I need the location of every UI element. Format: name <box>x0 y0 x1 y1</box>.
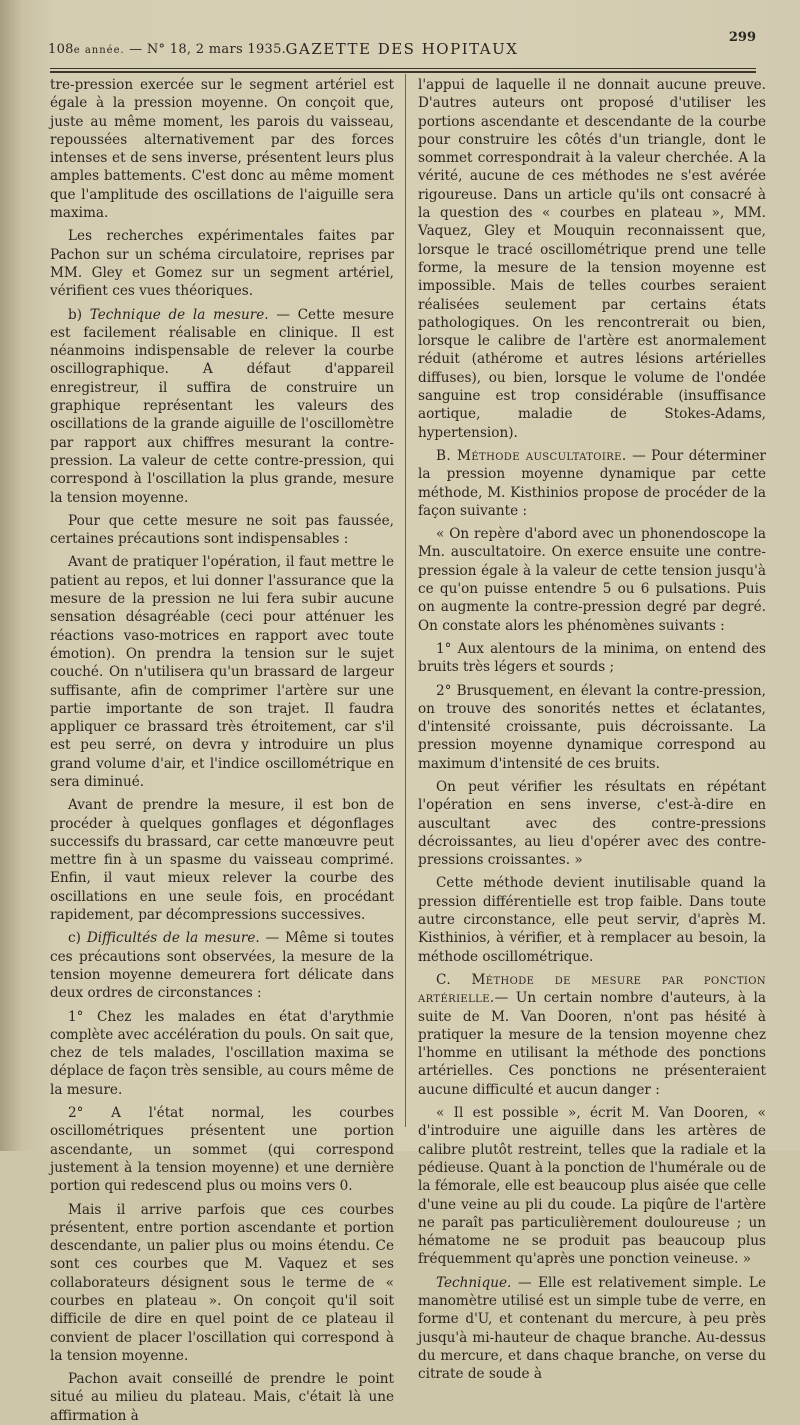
paragraph <box>418 971 766 1099</box>
right-column <box>418 76 766 1383</box>
paragraph <box>418 640 766 677</box>
paragraph <box>50 929 394 1002</box>
paragraph-text: Pour que cette mesure ne soit pas faussée, certaines précautions sont indispensables : <box>50 512 394 548</box>
paragraph-text: 2° Brusquement, en élevant la contre-pression, on trouve des sonorités nettes et éclatantes, d'intensité croissante, puis décroissante. La pression moyenne dynamique correspond au maximum d'intensité de ces bruits. <box>418 682 766 772</box>
paragraph-text: tre-pression exercée sur le segment artériel est égale à la pression moyenne. On conçoit que, juste au même moment, les parois du vaisseau, repoussées alternativement par des forces intenses et de sens inverse, présentent leurs plus amples battements. C'est donc au même moment que l'amplitude des oscillations de l'aiguille sera maxima. <box>50 77 394 222</box>
section-heading: C. Méthode de mesure par ponction artérielle. <box>418 971 766 1007</box>
page-number: 299 <box>728 30 756 45</box>
paragraph <box>50 1008 394 1099</box>
paragraph-text: Cette méthode devient inutilisable quand la pression différentielle est trop faible. Dans toute autre circonstance, elle peut servir, d'après M. Kisthinios, à vérifier, et à remplacer au besoin, la méthode oscillométrique. <box>418 875 766 965</box>
paragraph-text: Mais il arrive parfois que ces courbes présentent, entre portion ascendante et portion descendante, un palier plus ou moins étendu. Ce sont ces courbes que M. Vaquez et ses collaborateurs désignent sous le terme de « courbes en plateau ». On conçoit qu'il soit difficile de dire en quel point de ce plateau il convient de placer l'oscillation qui correspond à la tension moyenne. <box>50 1201 394 1364</box>
paragraph-text: On peut vérifier les résultats en répétant l'opération en sens inverse, c'est-à-dire en auscultant avec des contre-pressions décroissantes, au lieu d'opérer avec des contre-pressions croissantes. » <box>418 778 766 869</box>
subsection-title: Difficultés de la mesure. <box>86 930 260 947</box>
section-heading: B. Méthode auscultatoire. <box>436 447 627 464</box>
paragraph <box>50 1370 394 1425</box>
paragraph <box>418 525 766 635</box>
paragraph-text: « On repère d'abord avec un phonendoscope la Mn. auscultatoire. On exerce ensuite une contre-pression égale à la valeur de cette tension jusqu'à ce qu'on puisse entendre 5 ou 6 pulsations. Puis on augmente la contre-pression degré par degré. On constate alors les phénomènes suivants : <box>418 526 766 634</box>
paragraph <box>418 1274 766 1384</box>
paragraph <box>418 778 766 869</box>
paragraph-text: Avant de prendre la mesure, il est bon de procéder à quelques gonflages et dégonflages successifs du brassard, car cette manœuvre peut mettre fin à un spasme du vaisseau comprimé. Enfin, il vaut mieux relever la courbe des oscillations en une seule fois, en procédant rapidement, par décompressions successives. <box>50 797 394 924</box>
paragraph-text: Pachon avait conseillé de prendre le point situé au milieu du plateau. Mais, c'était là une affirmation à <box>50 1371 394 1424</box>
column-divider <box>405 74 406 1127</box>
paragraph-text: 1° Aux alentours de la minima, on entend des bruits très légers et sourds ; <box>418 640 766 676</box>
paragraph <box>50 796 394 924</box>
issue-date: — N° 18, 2 mars 1935. <box>129 42 287 57</box>
paragraph-text: « Il est possible », écrit M. Van Dooren, « d'introduire une aiguille dans les artères de calibre plutôt restreint, telles que la radiale et la pédieuse. Quant à la ponction de l'humérale ou de la fémorale, elle est beaucoup plus aisée que celle d'une veine au pli du coude. La piqûre de l'artère ne paraît pas particulièrement douloureuse ; un hématome ne se produit pas beaucoup plus fréquemment qu'après une ponction veineuse. » <box>418 1105 766 1268</box>
subsection-label: b) <box>68 306 83 323</box>
paragraph-text: 1° Chez les malades en état d'arythmie complète avec accélération du pouls. On sait que, chez de tels malades, l'oscillation maxima se déplace de façon très sensible, au cours même de la mesure. <box>50 1008 394 1098</box>
paragraph <box>50 76 394 222</box>
paragraph-text: Avant de pratiquer l'opération, il faut mettre le patient au repos, et lui donner l'assurance que la mesure de la pression ne lui fera subir aucune sensation désagréable (ceci pour atténuer les réactions vaso-motrices en rapport avec toute émotion). On prendra la tension sur le sujet couché. On n'utilisera qu'un brassard de largeur suffisante, afin de comprimer l'artère sur une partie importante de son trajet. Il faudra appliquer ce brassard très étroitement, car s'il est peu serré, on devra y introduire un plus grand volume d'air, et l'indice oscillométrique en sera diminué. <box>50 554 394 790</box>
year-label: e année. <box>73 45 125 56</box>
paragraph <box>50 512 394 549</box>
paragraph <box>418 1104 766 1269</box>
subsection-title: Technique de la mesure. <box>89 306 269 323</box>
paragraph-text: l'appui de laquelle il ne donnait aucune preuve. D'autres auteurs ont proposé d'utiliser les portions ascendante et descendante de la courbe pour construire les côtés d'un triangle, dont le sommet correspondrait à la valeur cherchée. A la vérité, aucune de ces méthodes ne s'est avérée rigoureuse. Dans un article qu'ils ont consacré à la question des « courbes en plateau », MM. Vaquez, Gley et Mouquin reconnaissent que, lorsque le tracé oscillométrique prend une telle forme, la mesure de la tension moyenne est impossible. Mais de telles courbes seraient réalisées seulement par certains états pathologiques. On les rencontrerait ou bien, lorsque le calibre de l'artère est anormalement réduit (athérome et autres lésions artérielles diffuses), ou bien, lorsque le volume de l'ondée sanguine est trop considérable (insuffisance aortique, maladie de Stokes-Adams, hypertension). <box>418 77 766 441</box>
header-rule-thick <box>50 71 756 73</box>
paragraph <box>50 1104 394 1195</box>
subsection-title: Technique. <box>436 1274 512 1291</box>
page-header <box>48 30 756 64</box>
paragraph <box>418 874 766 965</box>
paragraph-text: — Pour déterminer la pression moyenne dynamique par cette méthode, M. Kisthinios propose de procéder de la façon suivante : <box>418 447 766 519</box>
paragraph <box>418 447 766 520</box>
paragraph <box>50 227 394 300</box>
paragraph-text: Les recherches expérimentales faites par Pachon sur un schéma circulatoire, reprises par MM. Gley et Gomez sur un segment artériel, vérifient ces vues théoriques. <box>50 228 394 300</box>
subsection-label: c) <box>68 930 81 947</box>
paragraph <box>418 682 766 773</box>
left-column <box>50 76 394 1424</box>
paragraph-text: — Elle est relativement simple. Le manomètre utilisé est un simple tube de verre, en forme d'U, et contenant du mercure, à peu près jusqu'à mi-hauteur de chaque branche. Au-dessus du mercure, et dans chaque branche, on verse du citrate de soude à <box>418 1274 766 1383</box>
paragraph <box>50 306 394 507</box>
paragraph <box>50 553 394 791</box>
year-number: 108 <box>48 42 74 57</box>
paragraph-text: — Même si toutes ces précautions sont observées, la mesure de la tension moyenne demeurera fort délicate dans deux ordres de circonstances : <box>50 930 394 1002</box>
journal-title: GAZETTE DES HOPITAUX <box>285 40 519 58</box>
paragraph-text: 2° A l'état normal, les courbes oscillométriques présentent une portion ascendante, un sommet (qui correspond justement à la tension moyenne) et une dernière portion qui redescend plus ou moins vers 0. <box>50 1105 394 1195</box>
paragraph-text: — Un certain nombre d'auteurs, à la suite de M. Van Dooren, n'ont pas hésité à pratiquer la mesure de la tension moyenne chez l'homme en utilisant la méthode des ponctions artérielles. Ces ponctions ne présenteraient aucune difficulté et aucun danger : <box>418 990 766 1098</box>
header-rule-thin <box>50 68 756 69</box>
paragraph-text: — Cette mesure est facilement réalisable en clinique. Il est néanmoins indispensable de relever la courbe oscillographique. A défaut d'appareil enregistreur, il suffira de construire un graphique représentant les valeurs des oscillations de la grande aiguille de l'oscillomètre par rapport aux chiffres mesurant la contre-pression. La valeur de cette contre-pression, qui correspond à l'oscillation la plus grande, mesure la tension moyenne. <box>50 306 394 506</box>
paragraph <box>50 1201 394 1366</box>
paragraph <box>418 76 766 442</box>
